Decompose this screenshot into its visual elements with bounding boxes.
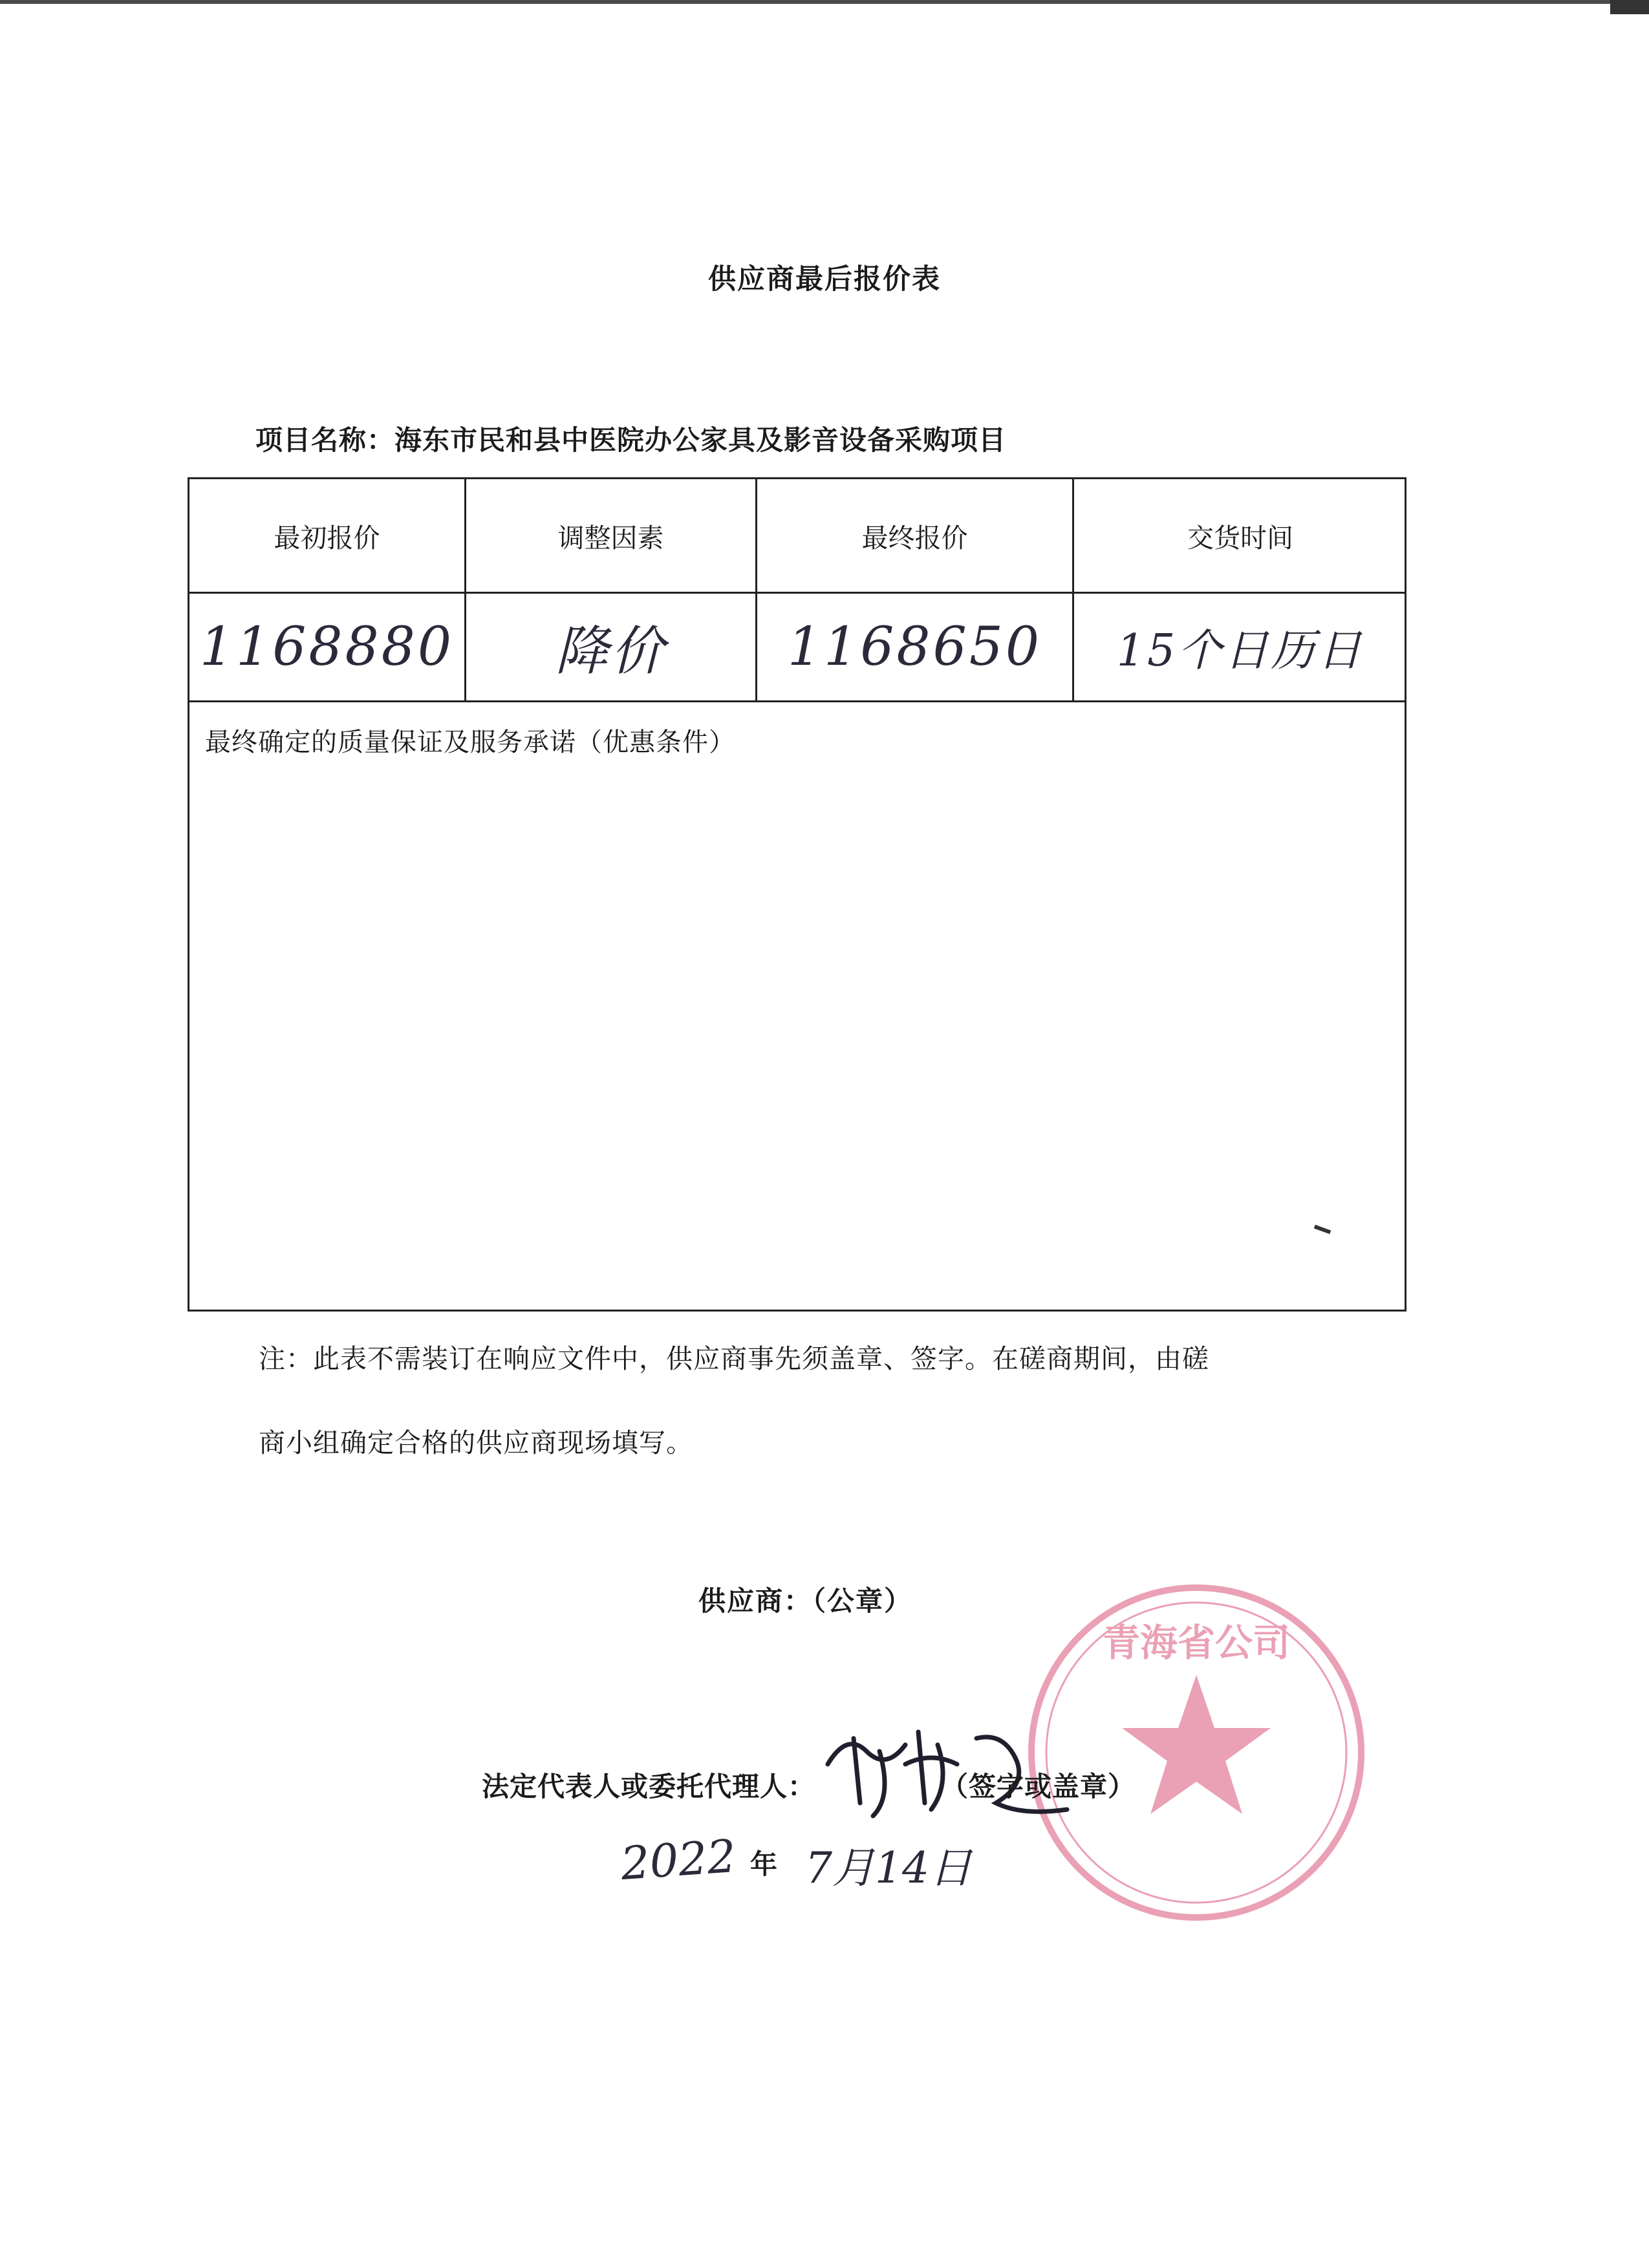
final-quote-value [757, 594, 1074, 700]
initial-quote-value [189, 594, 466, 700]
note-line-1: 注：此表不需装订在响应文件中，供应商事先须盖章、签字。在磋商期间，由磋 [259, 1343, 1209, 1374]
year-label: 年 [750, 1848, 778, 1880]
handwritten-initial-quote: 1168880 [199, 616, 455, 678]
table-value-row [189, 594, 1405, 702]
representative-label: 法定代表人或委托代理人： [482, 1771, 816, 1802]
handwritten-month-day: 7月14日 [805, 1843, 972, 1893]
scan-edge [0, 0, 1649, 4]
adjustment-value [466, 594, 757, 700]
page-title: 供应商最后报价表 [708, 263, 941, 296]
note-line-2: 商小组确定合格的供应商现场填写。 [259, 1427, 693, 1458]
header-initial-quote: 最初报价 [189, 479, 466, 592]
table-header-row [189, 479, 1405, 594]
quote-table [188, 477, 1406, 1312]
service-commitment-label: 最终确定的质量保证及服务承诺（优惠条件） [205, 728, 735, 757]
header-final-quote: 最终报价 [757, 479, 1074, 592]
supplier-seal-label: 供应商：（公章） [698, 1585, 913, 1617]
project-name: 项目名称：海东市民和县中医院办公家具及影音设备采购项目 [255, 424, 1007, 456]
handwritten-adjustment: 降价 [555, 621, 667, 682]
handwritten-final-quote: 1168650 [787, 616, 1042, 678]
scan-corner-mark [1610, 0, 1649, 14]
handwritten-year: 2022 [619, 1829, 738, 1891]
svg-text:青海省公司: 青海省公司 [1102, 1621, 1291, 1665]
representative-suffix: （签字或盖章） [941, 1771, 1136, 1802]
delivery-time-value [1074, 594, 1406, 700]
header-adjustment: 调整因素 [466, 479, 757, 592]
handwritten-delivery-time: 15个日历日 [1116, 625, 1364, 676]
header-delivery-time: 交货时间 [1187, 522, 1293, 554]
